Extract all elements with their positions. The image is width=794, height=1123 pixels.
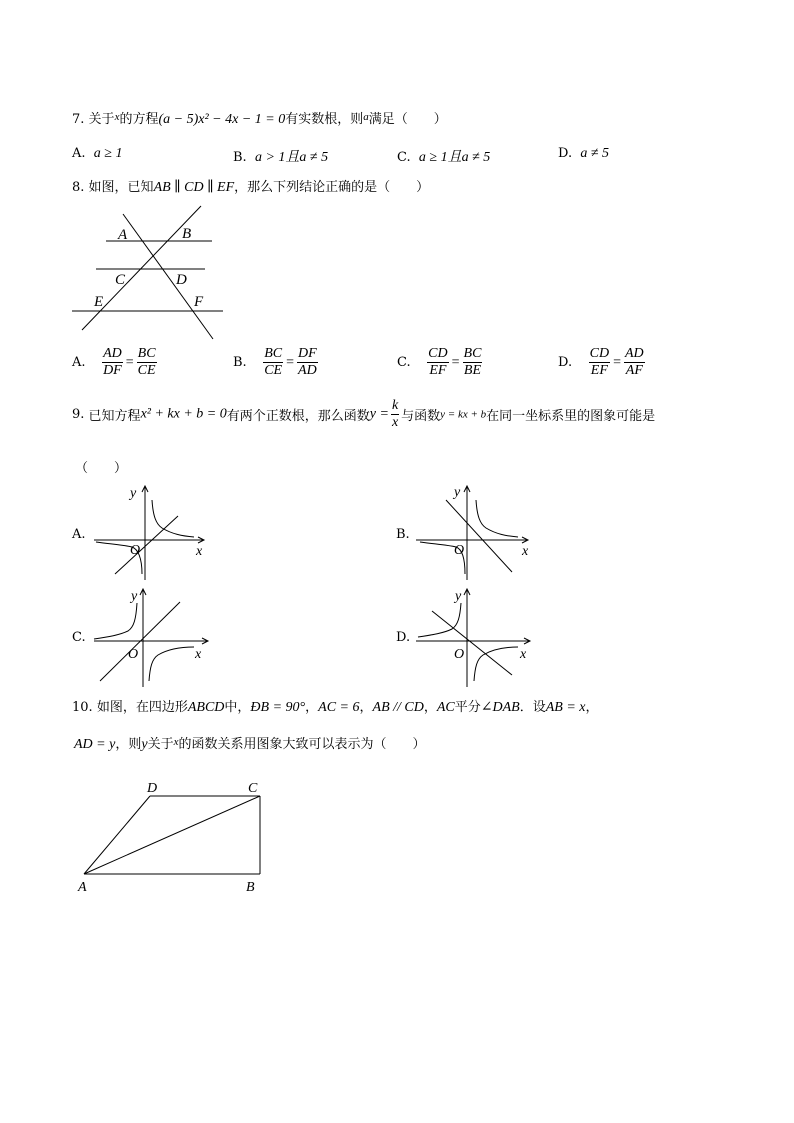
q9-y-eq: y = [369,406,389,422]
q9-stem [72,398,655,431]
q9-frac-num: k [391,398,399,413]
label-c: C [248,781,258,796]
svg-text:x: x [520,647,527,662]
q9-text-mid: 有两个正数根，那么函数 [226,409,370,424]
label-e: E [94,294,104,310]
q9-option-d-label: D. [396,630,411,645]
label-d: D [176,272,187,288]
q9-text-post: 在同一坐标系里的图象可能是 [486,409,656,424]
q9-text-mid2: 与函数 [401,409,441,424]
q10-stem-line2: AD = y，则y关于$^x$的函数关系用图象大致可以表示为（ ） [74,736,426,752]
label-b: B [246,880,255,895]
svg-text:y: y [455,589,462,604]
label-c: C [115,272,126,288]
q7-equation: (a − 5)x² − 4x − 1 = 0 [158,112,286,127]
q9-option-c-label: C. [72,630,86,645]
q8-number: 8. [72,180,85,195]
svg-text:y: y [131,589,138,604]
label-f: F [194,294,204,310]
svg-text:O: O [454,647,465,662]
transversal-1 [123,214,213,339]
q9-linear: y = kx + b [440,408,487,421]
q7-var-a: a [363,111,369,123]
q9-graph-b [412,482,537,582]
q7-text-pre: 关于 [88,112,115,127]
side-ad [84,796,150,874]
q7-var-x: x [114,111,120,123]
svg-text:O: O [128,647,139,662]
q9-answer-paren: （ ） [75,461,128,476]
q9-option-a-label: A. [72,527,86,542]
q8-condition: AB ∥ CD ∥ EF [153,180,235,195]
q9-graph-d [412,585,537,690]
label-a: A [78,880,87,895]
q8-option-b: B. $\frac{BC}{CE}$ = $\frac{DF}{AD}$ [233,346,317,378]
label-a: A [118,227,128,243]
q7-option-d: D. a ≠ 5 [558,146,610,161]
q9-option-b-label: B. [396,527,410,542]
svg-text:y: y [454,485,461,500]
label-d: D [147,781,158,796]
q9-frac-den: x [391,415,399,430]
q9-equation: x² + kx + b = 0 [140,406,227,422]
svg-text:O: O [454,543,465,558]
svg-text:x: x [196,544,203,559]
q7-text-mid: 的方程 [119,112,159,127]
q8-figure [68,200,228,345]
label-b: B [182,226,192,242]
q7-number: 7. [72,112,85,127]
q9-text-pre: 已知方程 [88,409,141,424]
q7-option-a: A. a ≥ 1 [72,146,123,161]
svg-text:x: x [522,544,529,559]
q10-number: 10. [72,700,93,715]
q9-graph-a [90,482,215,582]
q8-text-post: ，那么下列结论正确的是（ ） [234,180,430,195]
svg-text:x: x [195,647,202,662]
q8-option-a: A. $\frac{AD}{DF}$ = $\frac{BC}{CE}$ [72,346,156,378]
q8-option-d: D. $\frac{CD}{EF}$ = $\frac{AD}{AF}$ [558,346,644,378]
q7-text-tail: 满足（ ） [368,112,447,127]
q10-stem-line1: 10. 如图，在四边形ABCD中，ÐB = 90°，AC = 6，AB // CD，AC平分∠DAB．设AB = x， [72,700,599,715]
q8-stem [72,176,429,196]
q7-text-post: 有实数根，则 [285,112,364,127]
svg-text:y: y [130,486,137,501]
q9-graph-c [90,585,215,690]
svg-text:O: O [130,543,141,558]
diagonal-ac [84,796,260,874]
q7-option-c: C. a ≥ 1且a ≠ 5 [397,150,491,165]
q8-text-pre: 如图，已知 [88,180,154,195]
q7-stem [72,108,447,128]
q10-figure [70,775,280,900]
q8-option-c: C. $\frac{CD}{EF}$ = $\frac{BC}{BE}$ [397,346,482,378]
q9-number: 9. [72,407,85,422]
q7-option-b: B. a > 1且a ≠ 5 [233,150,329,165]
